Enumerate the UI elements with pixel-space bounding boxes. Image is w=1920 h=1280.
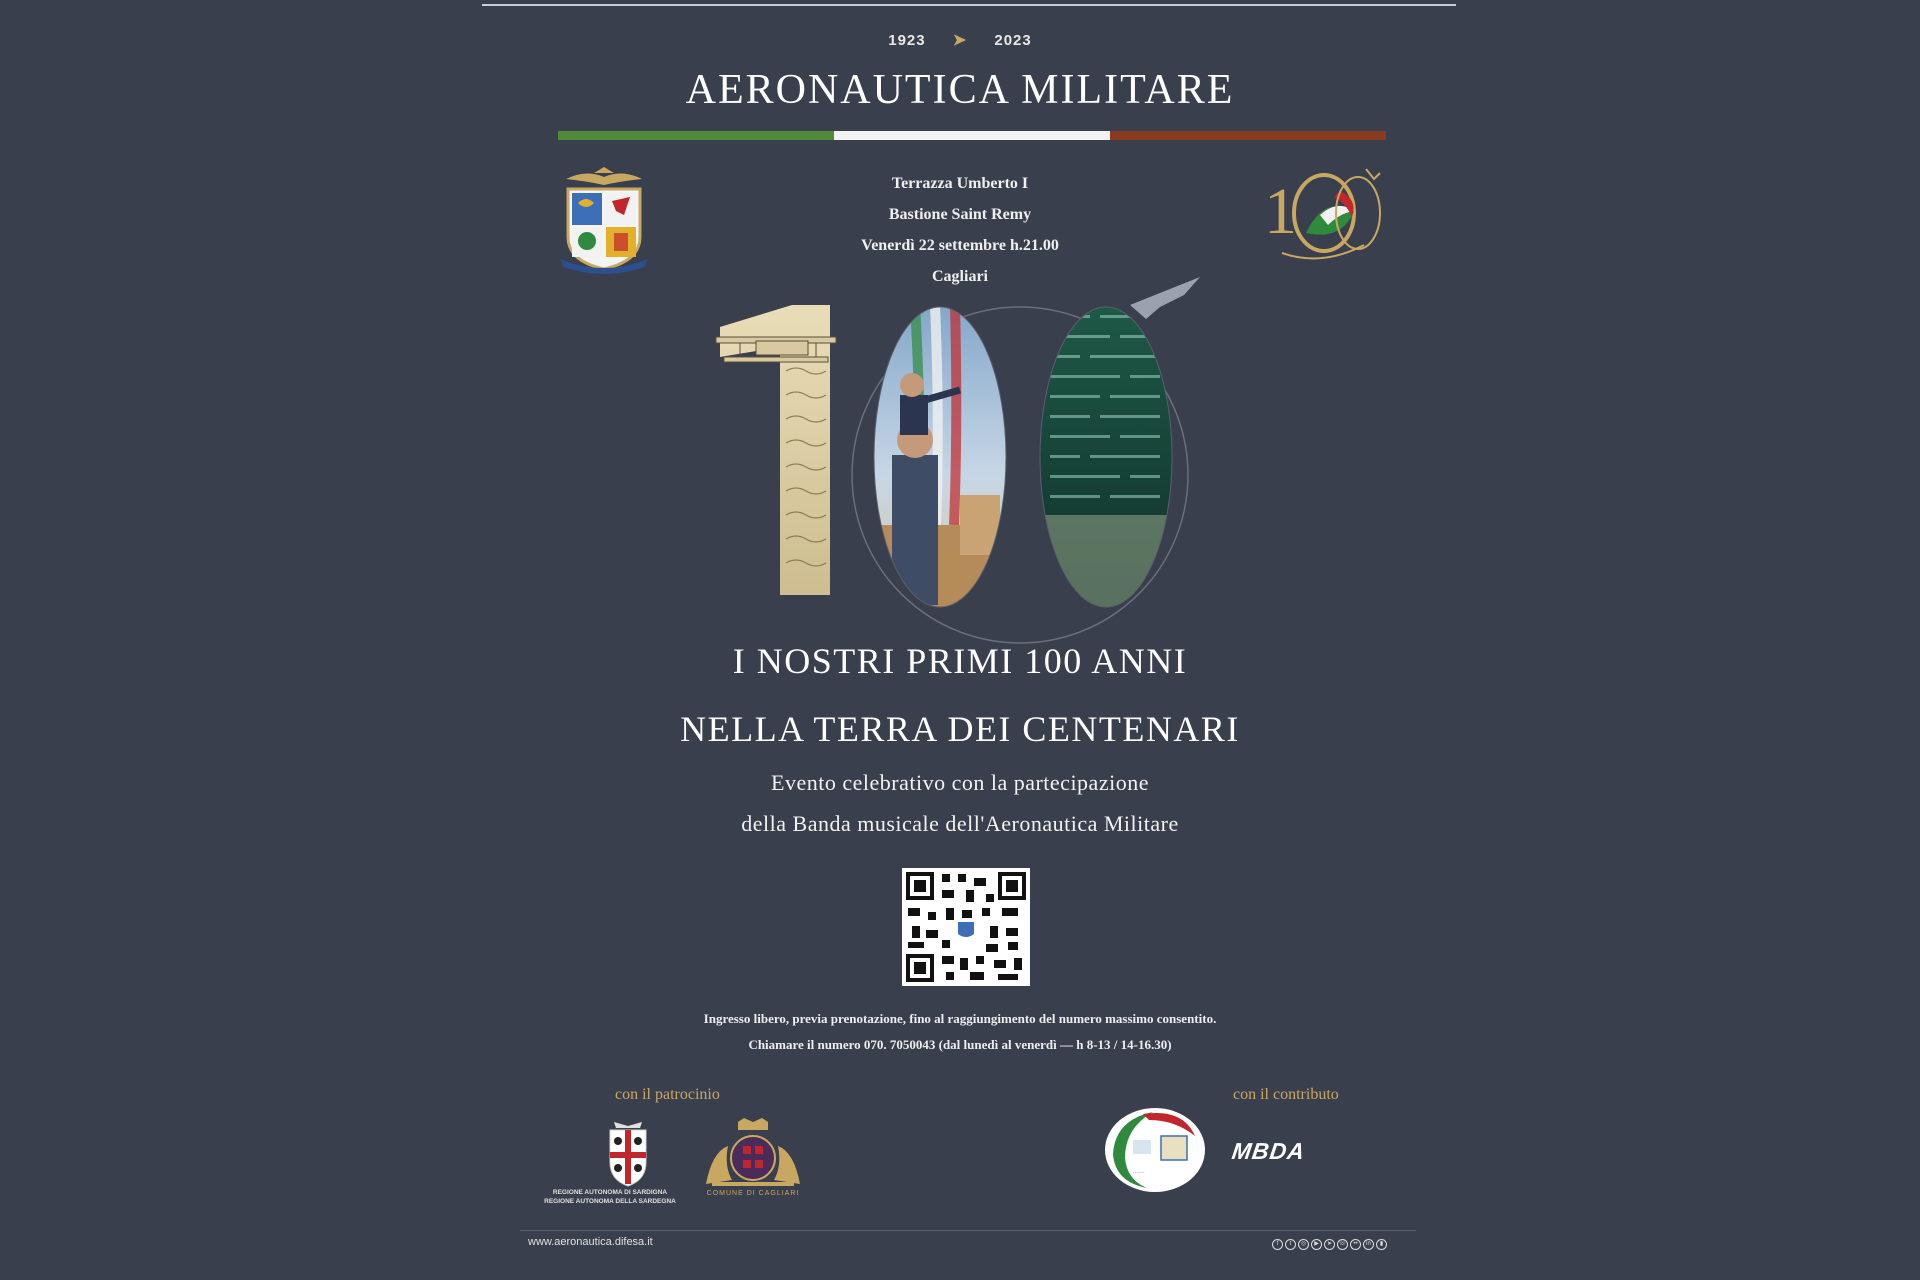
whatsapp-icon[interactable]: ☏: [1337, 1239, 1348, 1250]
air-force-crest-icon: [556, 167, 652, 275]
event-date-time: Venerdì 22 settembre h.21.00: [861, 237, 1059, 254]
twitter-icon[interactable]: t: [1285, 1239, 1296, 1250]
italian-flag-bar: [558, 131, 1386, 140]
contribution-label: con il contributo: [1233, 1086, 1339, 1103]
booking-notice: Ingresso libero, previa prenotazione, fino al raggiungimento del numero massimo consentito.: [703, 1011, 1217, 1026]
social-icons: [1272, 1239, 1387, 1250]
centenary-100-logo-icon: [1262, 163, 1386, 267]
patronage-label: con il patrocinio: [615, 1086, 720, 1103]
svg-text:·······: ·······: [1133, 1170, 1145, 1176]
anniversary-years: [520, 30, 1400, 50]
headline-secondary: NELLA TERRA DEI CENTENARI: [680, 709, 1240, 749]
event-poster: [520, 0, 1400, 1280]
mbda-logo: MBDA: [1230, 1138, 1307, 1164]
centenary-100-illustration: [660, 275, 1260, 645]
sardinia-region-text: [520, 1188, 700, 1206]
event-venue-line2: Bastione Saint Remy: [888, 206, 1032, 223]
event-city: Cagliari: [932, 268, 988, 285]
website-link[interactable]: www.aeronautica.difesa.it: [528, 1236, 653, 1248]
flag-green: [558, 131, 834, 140]
facebook-icon[interactable]: f: [1272, 1239, 1283, 1250]
year-end: 2023: [994, 32, 1032, 49]
flickr-icon[interactable]: ••: [1350, 1239, 1361, 1250]
flag-white: [834, 131, 1110, 140]
telegram-icon[interactable]: ➤: [1324, 1239, 1335, 1250]
instagram-icon[interactable]: ◎: [1298, 1239, 1309, 1250]
app-icon[interactable]: ▮: [1376, 1239, 1387, 1250]
page-title: AERONAUTICA MILITARE: [685, 67, 1235, 113]
subtitle-line1: Evento celebrativo con la partecipazione: [771, 770, 1149, 795]
cagliari-text: COMUNE DI CAGLIARI: [706, 1190, 800, 1197]
arrow-icon: ➤: [952, 32, 968, 49]
sardinia-line1: REGIONE AUTONOMA DI SARDIGNA: [552, 1189, 668, 1196]
year-start: 1923: [888, 32, 926, 49]
centenary-partner-logo-icon: [1103, 1106, 1207, 1194]
event-venue-line1: Terrazza Umberto I: [891, 175, 1029, 192]
contact-phone: Chiamare il numero 070. 7050043 (dal lunedì al venerdì — h 8-13 / 14-16.30): [748, 1037, 1172, 1052]
event-details: [750, 168, 1170, 292]
qr-code-icon[interactable]: [902, 868, 1030, 986]
svg-text:1: 1: [1264, 175, 1297, 248]
cagliari-municipality-logo-icon: [698, 1116, 808, 1192]
youtube-icon[interactable]: ▶: [1311, 1239, 1322, 1250]
headline-primary: I NOSTRI PRIMI 100 ANNI: [732, 641, 1188, 681]
sardinia-line2: REGIONE AUTONOMA DELLA SARDEGNA: [544, 1198, 676, 1205]
subtitle-line2: della Banda musicale dell'Aeronautica Militare: [741, 811, 1179, 836]
linkedin-icon[interactable]: in: [1363, 1239, 1374, 1250]
bottom-divider: [520, 1230, 1416, 1231]
flag-red: [1110, 131, 1386, 140]
